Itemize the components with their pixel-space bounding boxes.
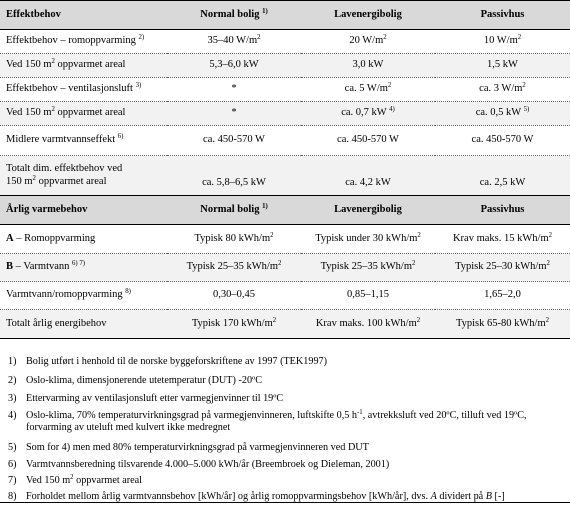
footnote-number: 7): [8, 475, 17, 486]
row-label: Varmtvann/romoppvarming $^{8)}$: [0, 282, 167, 310]
row-label: Totalt dim. effektbehov ved 150 $m^2$ oppvarmet areal: [0, 156, 167, 196]
cell: *: [167, 102, 301, 126]
row-label: Effektbehov – romoppvarming $^{2)}$: [0, 30, 167, 54]
footnote-text: Bolig utført i henhold til de norske byggeforskriftene av 1997 (TEK1997): [26, 356, 328, 367]
cell: Typisk 170 kWh/$m^2$: [167, 310, 301, 339]
table-row: [0, 225, 570, 254]
row-label: Effektbehov – ventilasjonsluft $^{3)}$: [0, 78, 167, 102]
section2-header: [0, 196, 570, 225]
bottom-rule: [0, 502, 570, 503]
footnote-number: 5): [8, 442, 17, 453]
header-passivhus: Passivhus: [435, 1, 570, 30]
cell: *: [167, 78, 301, 102]
cell: 1,5 kW: [435, 54, 570, 78]
cell: ca. 5,8–6,5 kW: [167, 156, 301, 196]
header-normal-bolig: Normal bolig $^{1)}$: [167, 1, 301, 30]
cell: ca. 3 $W/m^2$: [435, 78, 570, 102]
footnote-text: Ettervarming av ventilasjonsluft etter varmegjenvinner til 19ºC: [26, 393, 284, 404]
table-row: [0, 54, 570, 78]
header-effektbehov: Effektbehov: [0, 1, 167, 30]
footnote-number: 1): [8, 356, 17, 367]
footnote-number: 8): [8, 491, 17, 502]
cell: 1,65–2,0: [435, 282, 570, 310]
cell: 5,3–6,0 kW: [167, 54, 301, 78]
cell: 3,0 kW: [301, 54, 435, 78]
cell: Typisk 25–30 kWh/$m^2$: [435, 254, 570, 282]
cell: ca. 0,7 kW $^{4)}$: [301, 102, 435, 126]
footnote-text: Oslo-klima, 70% temperaturvirkningsgrad på varmegjenvinneren, luftskifte 0,5 $h^{-1}$, avtrekksluft ved 20ºC, tilluft ved 19ºC, forvarming av uteluft med kulvert ikke medregnet: [26, 409, 527, 433]
table-row: [0, 102, 570, 126]
header-arlig-varmebehov: Årlig varmebehov: [0, 196, 167, 225]
table-row: [0, 254, 570, 282]
cell: 20 $W/m^2$: [301, 30, 435, 54]
footnote-number: 6): [8, 459, 17, 470]
footnote-number: 2): [8, 375, 17, 386]
row-label: A – Romoppvarming: [0, 225, 167, 254]
header-passivhus: Passivhus: [435, 196, 570, 225]
footnote-number: 4): [8, 410, 17, 421]
footnote-text: Som for 4) men med 80% temperaturvirkningsgrad på varmegjenvinneren ved DUT: [26, 442, 369, 453]
cell: ca. 450-570 W: [167, 126, 301, 156]
header-normal-bolig: Normal bolig $^{1)}$: [167, 196, 301, 225]
cell: Typisk under 30 kWh/$m^2$: [301, 225, 435, 254]
cell: 0,85–1,15: [301, 282, 435, 310]
cell: ca. 4,2 kW: [301, 156, 435, 196]
row-label: B – Varmtvann $^{6) 7)}$: [0, 254, 167, 282]
cell: Typisk 25–35 kWh/$m^2$: [301, 254, 435, 282]
header-lavenergibolig: Lavenergibolig: [301, 1, 435, 30]
footnote-text: Oslo-klima, dimensjonerende utetemperatur (DUT) -20ºC: [26, 375, 262, 386]
table-row: [0, 282, 570, 310]
cell: ca. 0,5 kW $^{5)}$: [435, 102, 570, 126]
cell: ca. 450-570 W: [301, 126, 435, 156]
cell: Typisk 80 kWh/$m^2$: [167, 225, 301, 254]
cell: ca. 5 $W/m^2$: [301, 78, 435, 102]
table-row: [0, 126, 570, 156]
row-label: Ved 150 $m^2$ oppvarmet areal: [0, 102, 167, 126]
cell: Typisk 25–35 kWh/$m^2$: [167, 254, 301, 282]
footnote-number: 3): [8, 393, 17, 404]
footnote-text: Forholdet mellom årlig varmtvannsbehov [kWh/år] og årlig romoppvarmingsbehov [kWh/år], dvs. A dividert på B [-]: [26, 491, 505, 502]
row-label: Totalt årlig energibehov: [0, 310, 167, 339]
cell: Typisk 65-80 kWh/$m^2$: [435, 310, 570, 339]
cell: 35–40 $W/m^2$: [167, 30, 301, 54]
cell: 10 $W/m^2$: [435, 30, 570, 54]
row-label: Midlere varmtvannseffekt $^{6)}$: [0, 126, 167, 156]
table-row: [0, 310, 570, 339]
cell: 0,30–0,45: [167, 282, 301, 310]
header-lavenergibolig: Lavenergibolig: [301, 196, 435, 225]
table-row: [0, 30, 570, 54]
cell: Krav maks. 100 kWh/$m^2$: [301, 310, 435, 339]
row-label: Ved 150 $m^2$ oppvarmet areal: [0, 54, 167, 78]
footnote-text: Varmtvannsberedning tilsvarende 4.000–5.000 kWh/år (Breembroek og Dieleman, 2001): [26, 459, 390, 470]
cell: ca. 450-570 W: [435, 126, 570, 156]
table-row: [0, 78, 570, 102]
section1-header: [0, 1, 570, 30]
cell: ca. 2,5 kW: [435, 156, 570, 196]
table-row: [0, 156, 570, 196]
cell: Krav maks. 15 kWh/$m^2$: [435, 225, 570, 254]
footnote-text: Ved 150 $m^2$ oppvarmet areal: [26, 474, 143, 486]
